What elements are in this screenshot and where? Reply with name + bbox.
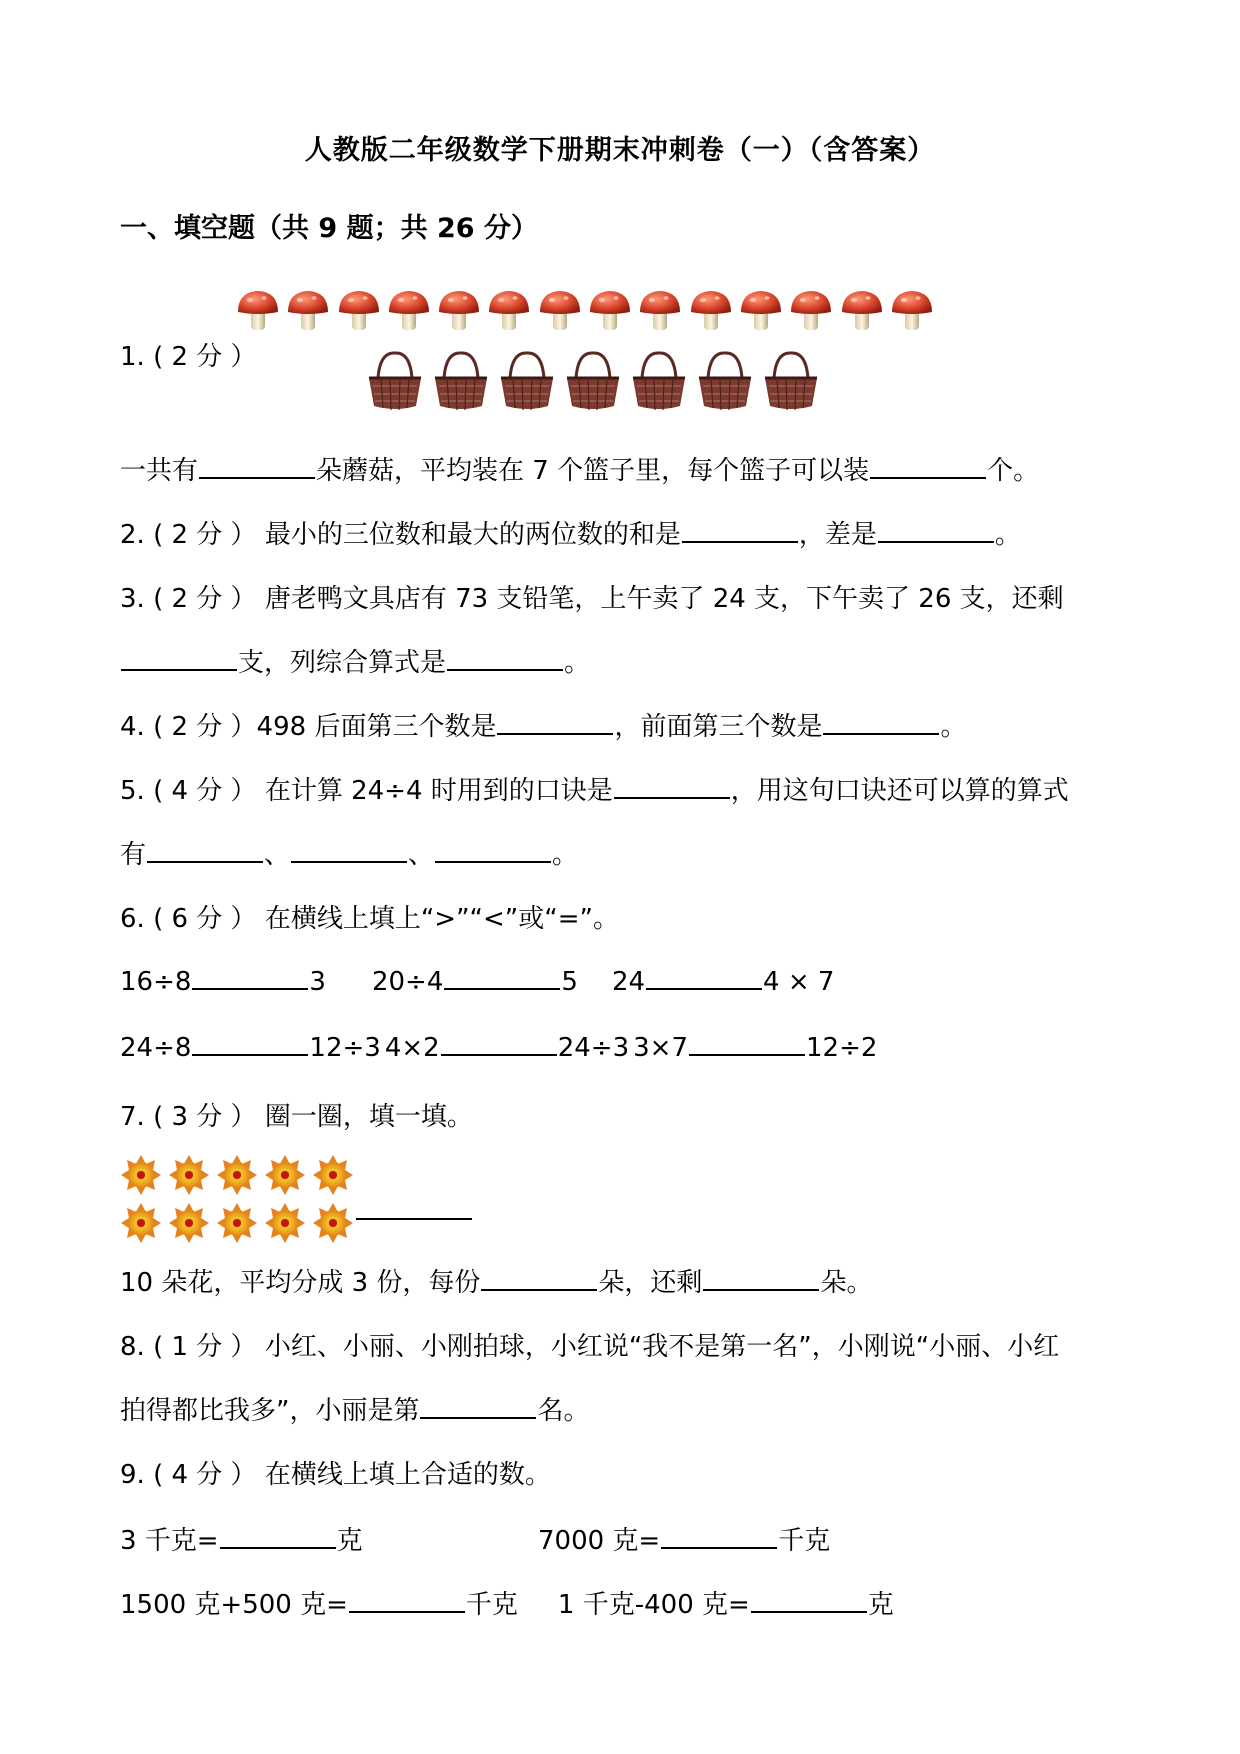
q3-text-b: 支，列综合算式是 — [238, 648, 447, 678]
q9-r1d: 千克 — [778, 1526, 831, 1556]
q5-text-a: 5. ( 4 分 ） 在计算 24÷4 时用到的口诀是 — [120, 776, 613, 806]
answer-blank[interactable] — [703, 1265, 819, 1291]
q8-text-b: 拍得都比我多”，小丽是第 — [120, 1396, 420, 1426]
q7-text — [120, 1262, 872, 1299]
q9-row1 — [120, 1520, 830, 1557]
expr: 12÷2 — [806, 1033, 878, 1063]
q1-text-c: 个。 — [987, 456, 1040, 486]
answer-blank[interactable] — [356, 1218, 472, 1220]
answer-blank[interactable] — [420, 1393, 536, 1419]
flower-icon — [216, 1154, 258, 1196]
q8-text-c: 名。 — [537, 1396, 590, 1426]
q7-prompt: 7. ( 3 分 ） 圈一圈，填一填。 — [120, 1102, 473, 1132]
answer-blank[interactable] — [444, 964, 560, 990]
flower-icon — [216, 1202, 258, 1244]
expr: 12÷3 — [309, 1033, 381, 1063]
q4 — [120, 706, 966, 743]
q5-line2 — [120, 834, 578, 871]
answer-blank[interactable] — [447, 645, 563, 671]
flower-icon — [168, 1154, 210, 1196]
answer-blank[interactable] — [121, 645, 237, 671]
basket-icon — [762, 350, 820, 412]
answer-blank[interactable] — [192, 1030, 308, 1056]
basket-icon — [696, 350, 754, 412]
q5-text-c: 有 — [120, 840, 147, 870]
q2-text-b: ，差是 — [798, 520, 877, 550]
mushroom-icon — [337, 288, 381, 332]
basket-icon — [432, 350, 490, 412]
answer-blank[interactable] — [220, 1523, 336, 1549]
q3-line1 — [120, 578, 1064, 615]
q9-row2 — [120, 1584, 894, 1621]
mushroom-icon — [890, 288, 934, 332]
flower-row-2 — [120, 1202, 360, 1244]
q6-prompt: 6. ( 6 分 ） 在横线上填上“>”“<”或“=”。 — [120, 904, 619, 934]
q1-text-a: 一共有 — [120, 456, 199, 486]
q4-text-a: 4. ( 2 分 ）498 后面第三个数是 — [120, 712, 497, 742]
answer-blank[interactable] — [823, 709, 939, 735]
expr: 24÷8 — [120, 1033, 192, 1063]
basket-row — [366, 350, 828, 412]
answer-blank[interactable] — [878, 517, 994, 543]
answer-blank[interactable] — [661, 1523, 777, 1549]
flower-icon — [312, 1154, 354, 1196]
answer-blank[interactable] — [147, 837, 263, 863]
page-title: 人教版二年级数学下册期末冲刺卷（一）（含答案） — [304, 135, 936, 166]
q5-line1 — [120, 770, 1069, 807]
answer-blank[interactable] — [682, 517, 798, 543]
flower-icon — [264, 1202, 306, 1244]
mushroom-icon — [387, 288, 431, 332]
q5-end: 。 — [552, 840, 579, 870]
q9-r2b: 千克 — [465, 1590, 518, 1620]
q5-sep: 、 — [264, 840, 291, 870]
mushroom-icon — [588, 288, 632, 332]
mushroom-icon — [236, 288, 280, 332]
mushroom-icon — [840, 288, 884, 332]
basket-icon — [564, 350, 622, 412]
q9-prompt: 9. ( 4 分 ） 在横线上填上合适的数。 — [120, 1460, 551, 1490]
answer-blank[interactable] — [435, 837, 551, 863]
answer-blank[interactable] — [291, 837, 407, 863]
q9-r2a: 1500 克+500 克= — [120, 1590, 348, 1620]
section-heading: 一、填空题（共 9 题；共 26 分） — [120, 213, 538, 244]
q9-r2c: 1 千克-400 克= — [557, 1590, 750, 1620]
q9-r1c: 7000 克= — [538, 1526, 661, 1556]
basket-icon — [630, 350, 688, 412]
mushroom-row — [236, 288, 940, 332]
q5-sep: 、 — [408, 840, 435, 870]
answer-blank[interactable] — [870, 453, 986, 479]
mushroom-icon — [538, 288, 582, 332]
expr: 4×2 — [384, 1033, 440, 1063]
answer-blank[interactable] — [497, 709, 613, 735]
mushroom-icon — [286, 288, 330, 332]
q7-text-c: 朵，还剩 — [598, 1268, 703, 1298]
flower-icon — [120, 1154, 162, 1196]
q3-text-a: 3. ( 2 分 ） 唐老鸭文具店有 73 支铅笔，上午卖了 24 支，下午卖了 26 支，还剩 — [120, 584, 1064, 614]
expr: 3×7 — [633, 1033, 689, 1063]
mushroom-icon — [689, 288, 733, 332]
expr: 20÷4 — [371, 967, 444, 997]
mushroom-icon — [437, 288, 481, 332]
mushroom-icon — [638, 288, 682, 332]
expr: 16÷8 — [120, 967, 192, 997]
q8-line2 — [120, 1390, 590, 1427]
flower-icon — [168, 1202, 210, 1244]
q1-label: 1. ( 2 分 ） — [120, 342, 257, 372]
basket-icon — [498, 350, 556, 412]
q2-text-c: 。 — [994, 520, 1021, 550]
mushroom-icon — [739, 288, 783, 332]
answer-blank[interactable] — [349, 1587, 465, 1613]
q9-r1b: 克 — [336, 1526, 363, 1556]
answer-blank[interactable] — [481, 1265, 597, 1291]
mushroom-icon — [487, 288, 531, 332]
q9-r2d: 克 — [867, 1590, 894, 1620]
answer-blank[interactable] — [192, 964, 308, 990]
mushroom-icon — [789, 288, 833, 332]
expr: 24 — [611, 967, 646, 997]
answer-blank[interactable] — [751, 1587, 867, 1613]
flower-icon — [120, 1202, 162, 1244]
q5-text-b: ，用这句口诀还可以算的算式 — [730, 776, 1069, 806]
flower-icon — [312, 1202, 354, 1244]
q4-text-b: ，前面第三个数是 — [614, 712, 823, 742]
answer-blank[interactable] — [689, 1030, 805, 1056]
answer-blank[interactable] — [441, 1030, 557, 1056]
expr: 3 — [309, 967, 326, 997]
q3-text-c: 。 — [564, 648, 591, 678]
q1-text — [120, 450, 1039, 487]
q3-line2 — [120, 642, 590, 679]
q6-row1 — [120, 964, 834, 997]
expr: 5 — [561, 967, 578, 997]
expr: 24÷3 — [557, 1033, 630, 1063]
q6-row2 — [120, 1030, 877, 1063]
q2-text-a: 2. ( 2 分 ） 最小的三位数和最大的两位数的和是 — [120, 520, 681, 550]
expr: 4 × 7 — [763, 967, 835, 997]
q2 — [120, 514, 1021, 551]
answer-blank[interactable] — [614, 773, 730, 799]
q1-text-b: 朵蘑菇，平均装在 7 个篮子里，每个篮子可以装 — [316, 456, 870, 486]
basket-icon — [366, 350, 424, 412]
flower-row-1 — [120, 1154, 360, 1196]
q4-text-c: 。 — [940, 712, 967, 742]
answer-blank[interactable] — [646, 964, 762, 990]
q7-text-d: 朵。 — [820, 1268, 873, 1298]
q7-text-b: 10 朵花，平均分成 3 份，每份 — [120, 1268, 481, 1298]
q8-line1: 8. ( 1 分 ） 小红、小丽、小刚拍球，小红说“我不是第一名”，小刚说“小丽、小红 — [120, 1332, 1060, 1362]
flower-icon — [264, 1154, 306, 1196]
q9-r1a: 3 千克= — [120, 1526, 219, 1556]
answer-blank[interactable] — [199, 453, 315, 479]
